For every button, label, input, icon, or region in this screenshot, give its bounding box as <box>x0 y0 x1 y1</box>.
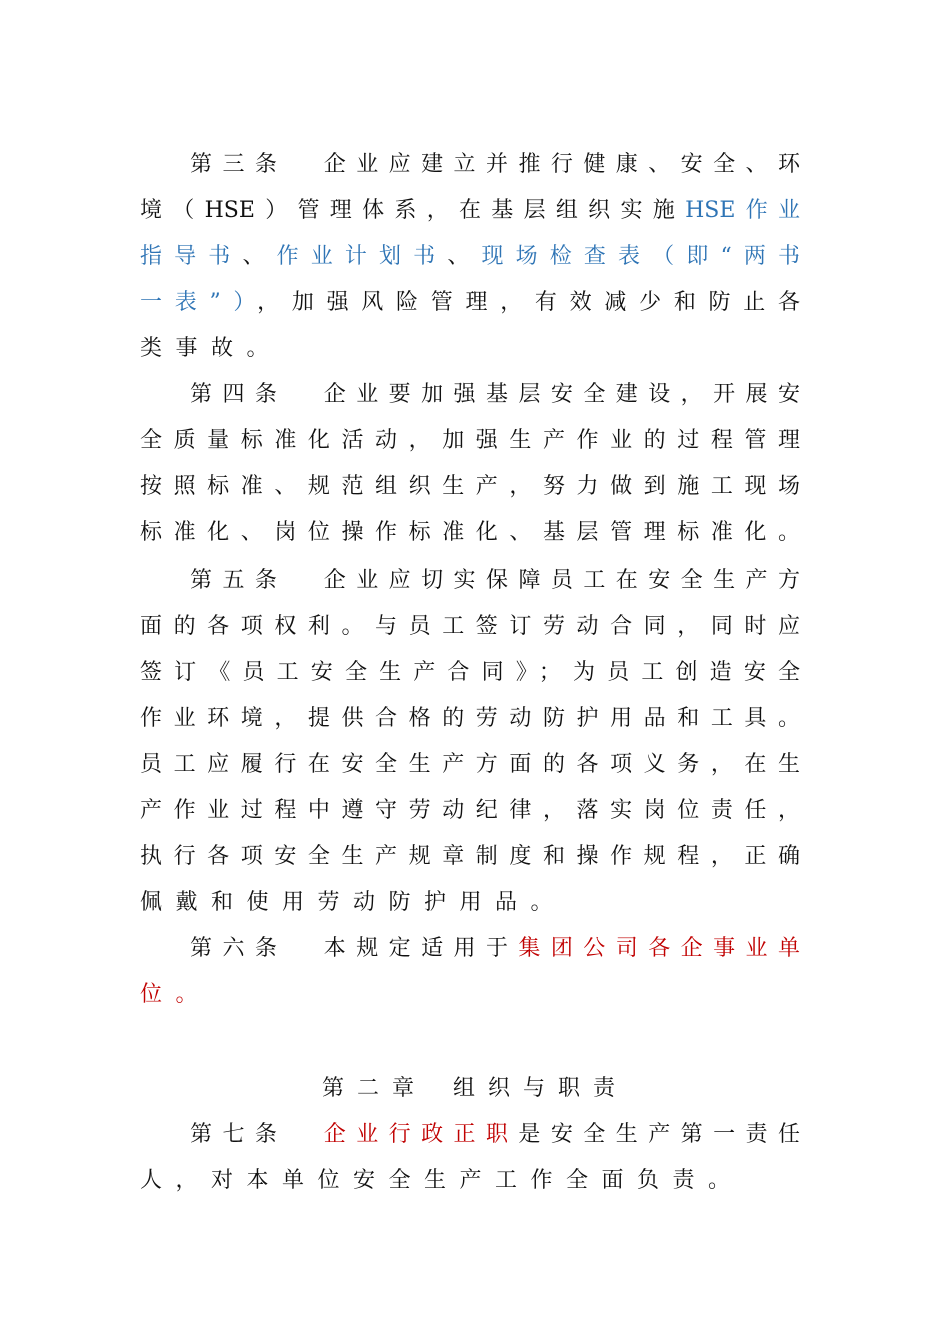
article-6-label: 第六条 <box>190 936 288 961</box>
article-5-line-6: 产作业过程中遵守劳动纪律，落实岗位责任， <box>140 798 800 823</box>
article-4-label: 第四条 <box>190 382 288 407</box>
article-5-line-7: 执行各项安全生产规章制度和操作规程，正确 <box>140 844 800 869</box>
chapter-name: 组织与职责 <box>453 1076 629 1101</box>
article-3-line-1: 第三条 企业应建立并推行健康、安全、环 <box>190 152 800 177</box>
article-7-label: 第七条 <box>190 1122 288 1147</box>
article-4-line-2: 全质量标准化活动，加强生产作业的过程管理 <box>140 428 800 453</box>
article-5-line-8: 佩戴和使用劳动防护用品。 <box>140 890 567 915</box>
chapter-number: 第二章 <box>321 1076 427 1101</box>
article-4-line-1: 第四条 企业要加强基层安全建设，开展安 <box>190 382 800 407</box>
one-table-link[interactable]: 一表”） <box>140 290 258 315</box>
article-5-line-2: 面的各项权利。与员工签订劳动合同，同时应 <box>140 614 800 639</box>
article-4-line-4: 标准化、岗位操作标准化、基层管理标准化。 <box>140 520 800 545</box>
chapter-title <box>0 1072 950 1106</box>
article-5-label: 第五条 <box>190 568 288 593</box>
article-6-line-1: 第六条 本规定适用于集团公司各企事业单 <box>190 936 800 961</box>
article-5-line-1: 第五条 企业应切实保障员工在安全生产方 <box>190 568 800 593</box>
article-7-line-2: 人，对本单位安全生产工作全面负责。 <box>140 1168 744 1193</box>
guide-book-link[interactable]: 指导书 <box>140 244 243 269</box>
article-3-line-3: 指导书、作业计划书、现场检查表（即“两书 <box>140 244 800 269</box>
article-3-line-4: 一表”），加强风险管理，有效减少和防止各 <box>140 290 800 315</box>
article-7-line-1: 第七条 企业行政正职是安全生产第一责任 <box>190 1122 800 1147</box>
article-5-line-3: 签订《员工安全生产合同》；为员工创造安全 <box>140 660 800 685</box>
article-5-line-4: 作业环境，提供合格的劳动防护用品和工具。 <box>140 706 800 731</box>
article-5-line-5: 员工应履行在安全生产方面的各项义务，在生 <box>140 752 800 777</box>
site-checklist-link[interactable]: 现场检查表（即“两书 <box>481 244 800 269</box>
article-3-line-5: 类事故。 <box>140 336 283 361</box>
article-6-line-2: 位。 <box>140 982 212 1007</box>
article-4-line-3: 按照标准、规范组织生产，努力做到施工现场 <box>140 474 800 499</box>
article-3-label: 第三条 <box>190 152 288 177</box>
article-3-line-2: 境（HSE）管理体系，在基层组织实施HSE作业 <box>140 198 800 223</box>
hse-work-link[interactable]: HSE作业 <box>685 198 800 223</box>
scope-highlight: 集团公司各企事业单 <box>518 936 800 961</box>
work-plan-link[interactable]: 作业计划书 <box>276 244 448 269</box>
executive-head-highlight: 企业行政正职 <box>313 1122 519 1147</box>
